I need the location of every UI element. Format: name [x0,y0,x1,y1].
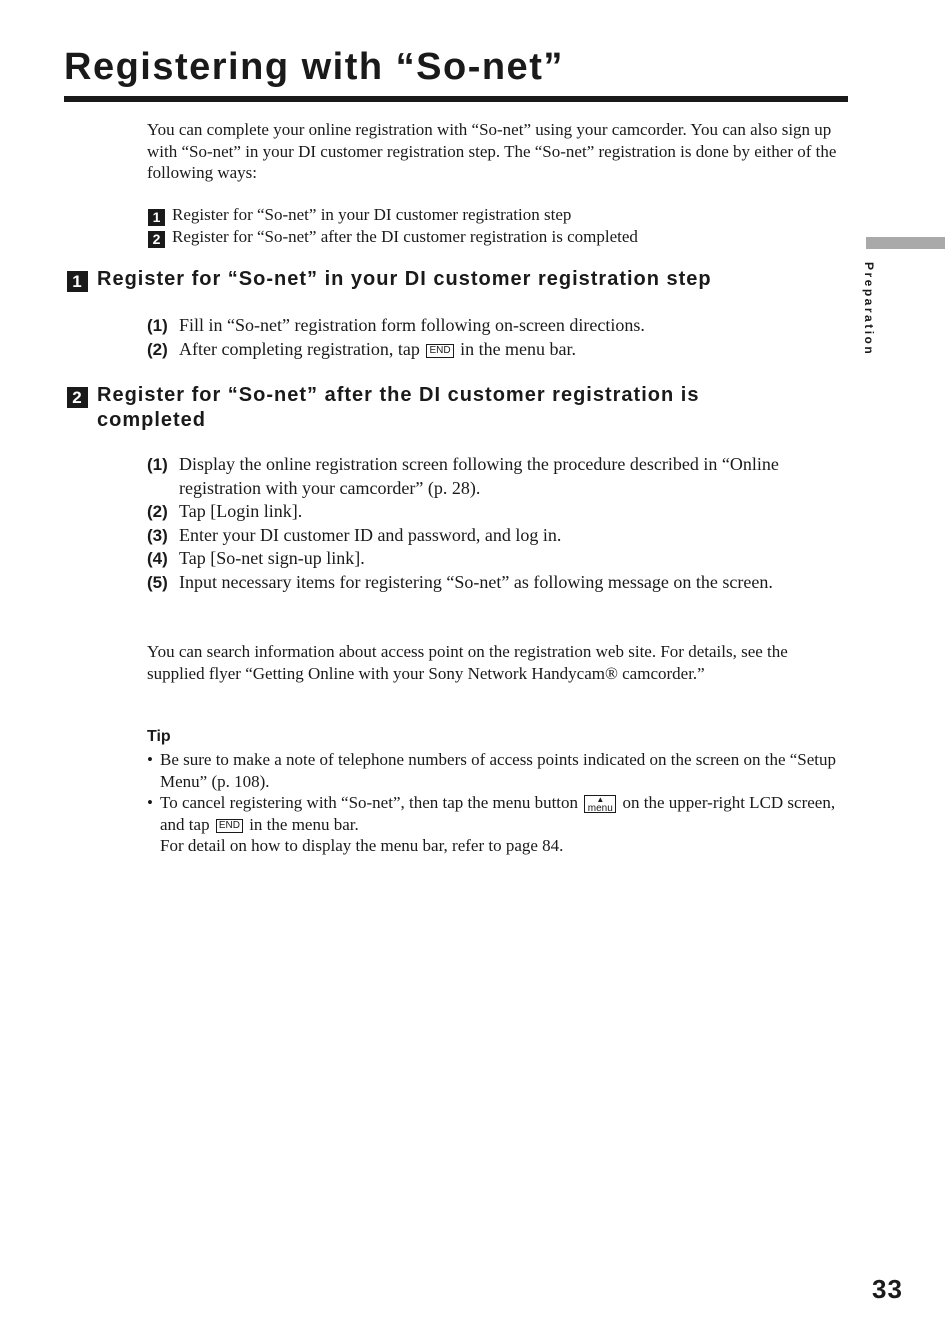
section2-steps [147,453,847,594]
step-text: Input necessary items for registering “So-net” as following message on the screen. [179,571,773,592]
bullet-icon: • [147,793,153,812]
tip-text [160,792,852,857]
step-text [179,338,847,362]
step-text-pre: After completing registration, tap [179,338,420,359]
number-box-1: 1 [148,209,165,226]
step-text: Tap [So-net sign-up link]. [179,548,365,568]
step-item [147,500,847,524]
section1-heading [67,267,867,292]
step-number: (1) [147,455,168,474]
bullet-icon: • [147,750,153,769]
tip-item [147,792,852,857]
section1-steps [147,314,847,361]
step-text: Fill in “So-net” registration form following on-screen directions. [179,315,645,335]
menu-button-icon [584,795,616,813]
tip-list [147,749,852,857]
section2-heading-line2: completed [97,409,207,431]
section1-number-box: 1 [67,271,88,292]
menu-arrow-icon: ▲ [596,795,605,804]
step-number: (2) [147,339,168,359]
step-item [147,453,847,500]
step-number: (4) [147,549,168,568]
tip-text-pre: To cancel registering with “So-net”, then tap the menu button [160,793,579,812]
step-text: Display the online registration screen following the procedure described in “Online registration with your camcorder” (p. 28). [179,454,779,498]
step-text-post: in the menu bar. [460,338,577,359]
section2-heading-line1: Register for “So-net” after the DI customer registration is [97,384,700,406]
title-rule [64,96,848,102]
end-key-icon: END [426,344,453,358]
step-number: (1) [147,316,168,335]
menu-key-label: menu [587,803,613,814]
end-key-icon: END [216,819,243,833]
section2-heading [67,383,787,432]
access-point-note: You can search information about access point on the registration web site. For details, see the supplied flyer “Getting Online with your Sony Network Handycam® camcorder.” [147,642,788,683]
tip-text-extra: For detail on how to display the menu bar, refer to page 84. [160,836,564,855]
step-item [147,547,847,571]
tip-text-post: in the menu bar. [249,814,359,834]
section1-heading-text: Register for “So-net” in your DI customer registration step [97,268,712,290]
intro-paragraph: You can complete your online registration with “So-net” using your camcorder. You can also sign up with “So-net” in your DI customer registration step. The “So-net” registration is done by either of the following ways: [147,120,837,182]
step-item [147,314,847,338]
section2-number-box: 2 [67,387,88,408]
step-item [147,571,847,595]
page-title: Registering with “So-net” [64,46,564,88]
tip-heading: Tip [147,728,171,745]
way-text: Register for “So-net” after the DI customer registration is completed [172,226,638,246]
tip-item [147,749,852,792]
step-item [147,524,847,548]
way-item [148,226,848,248]
ways-list [148,204,848,247]
step-number: (3) [147,525,168,545]
way-item [148,204,848,226]
step-number: (2) [147,502,168,521]
section-tab-bar [866,237,945,249]
step-number: (5) [147,572,168,592]
section-tab-label: Preparation [862,262,876,357]
way-text: Register for “So-net” in your DI customer registration step [172,205,572,224]
number-box-2: 2 [148,231,165,248]
step-text: Tap [Login link]. [179,501,303,521]
step-item [147,338,847,362]
tip-text-mid: on the upper-right LCD screen, and tap [160,793,836,834]
tip-text: Be sure to make a note of telephone numbers of access points indicated on the screen on the “Setup Menu” (p. 108). [160,750,837,791]
step-text: Enter your DI customer ID and password, and log in. [179,524,562,545]
page-number: 33 [872,1274,903,1304]
